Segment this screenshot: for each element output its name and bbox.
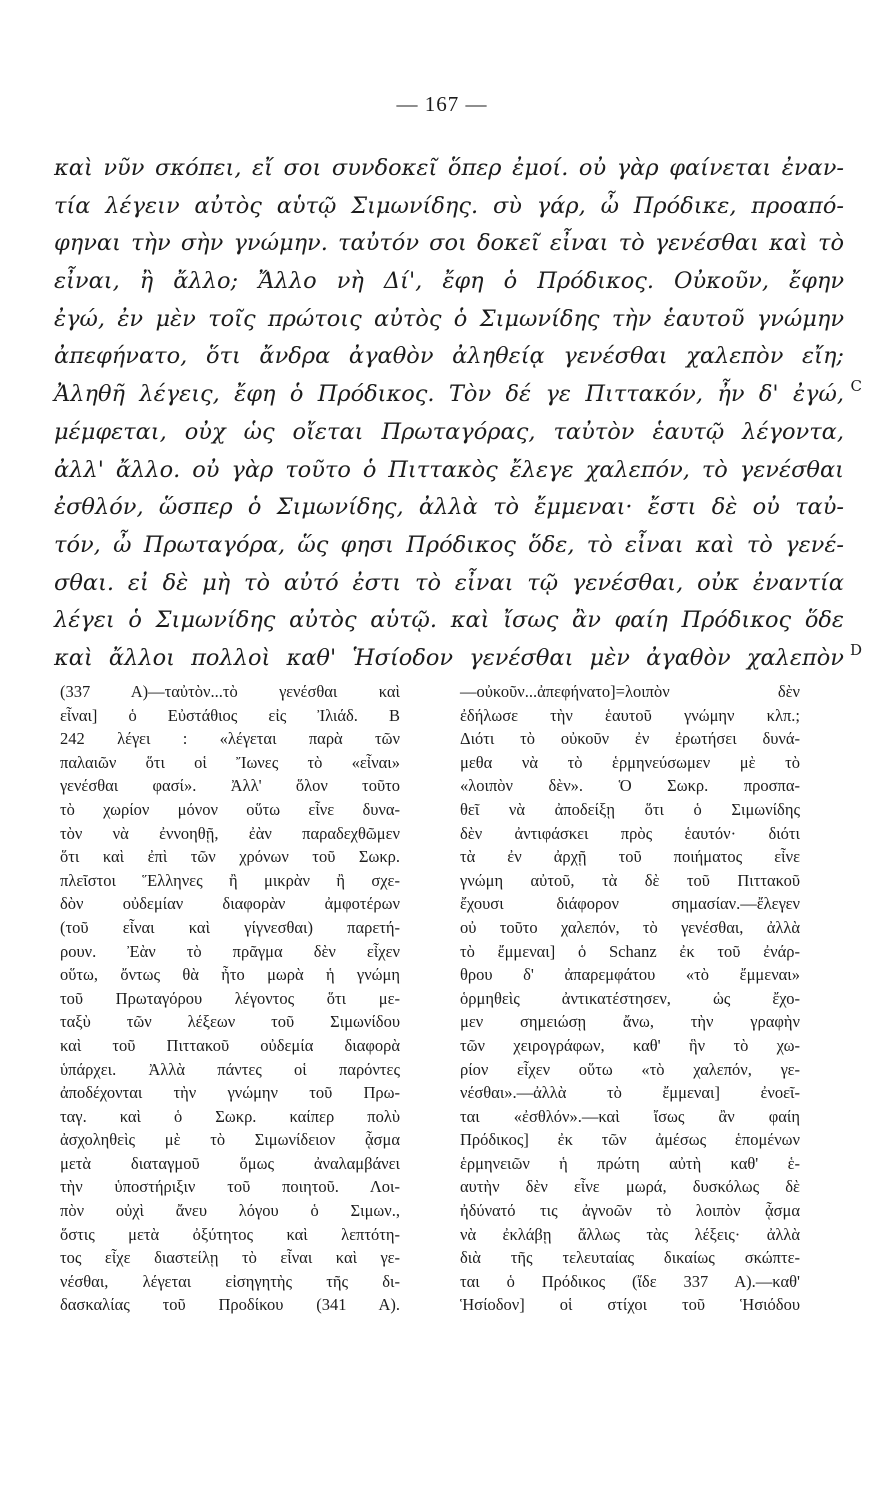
note-line: ἑρμηνειῶν ἡ πρώτη αὐτὴ καθ' ἑ-: [460, 1153, 800, 1173]
note-line: τὰ ἐν ἀρχῇ τοῦ ποιήματος εἶνε: [460, 847, 800, 867]
note-line: τος εἶχε διαστείλῃ τὸ εἶναι καὶ γε-: [60, 1248, 400, 1268]
main-text-line: [54, 640, 862, 678]
notes-right-column: [460, 680, 800, 1317]
note-line: νέσθαι, λέγεται εἰσηγητὴς τῆς δι-: [60, 1271, 400, 1291]
main-text-line: [54, 527, 844, 565]
main-text-line: [54, 602, 844, 640]
note-line: καὶ τοῦ Πιττακοῦ οὐδεμία διαφορὰ: [60, 1035, 400, 1055]
main-text-line: [54, 376, 862, 414]
main-text-line-content: μέμφεται, οὐχ ὡς οἴεται Πρωταγόρας, ταὐτὸν ἑαυτῷ λέγοντα,: [54, 418, 844, 445]
note-line: γενέσθαι φασί». Ἀλλ' ὅλον τοῦτο: [60, 776, 400, 796]
main-text-line-content: ἀπεφήνατο, ὅτι ἄνδρα ἀγαθὸν ἀληθείᾳ γενέσθαι χαλεπὸν εἴη;: [54, 343, 844, 370]
main-text-line-content: καὶ νῦν σκόπει, εἴ σοι συνδοκεῖ ὅπερ ἐμοί. οὐ γὰρ φαίνεται ἐναν-: [54, 155, 844, 181]
main-text-line-content: σθαι. εἰ δὲ μὴ τὸ αὐτό ἐστι τὸ εἶναι τῷ γενέσθαι, οὐκ ἐναντία: [54, 569, 844, 596]
main-text-line: [54, 489, 844, 527]
note-line: θεῖ νὰ ἀποδείξῃ ὅτι ὁ Σιμωνίδης: [460, 799, 800, 819]
note-line: πὸν οὐχὶ ἄνευ λόγου ὁ Σιμων.,: [60, 1201, 400, 1221]
main-text-line-content: ἐσθλόν, ὥσπερ ὁ Σιμωνίδης, ἀλλὰ τὸ ἔμμεναι· ἔστι δὲ οὐ ταὐ-: [54, 494, 844, 521]
note-line: ται «ἐσθλόν».—καὶ ἴσως ἂν φαίη: [460, 1106, 800, 1126]
main-text-line-content: τόν, ὦ Πρωταγόρα, ὥς φησι Πρόδικος ὅδε, τὸ εἶναι καὶ τὸ γενέ-: [54, 531, 844, 558]
stephanus-margin-letter: C: [850, 377, 862, 396]
note-line: δασκαλίας τοῦ Προδίκου (341 Α).: [60, 1295, 400, 1315]
note-line: ἐδήλωσε τὴν ἑαυτοῦ γνώμην κλπ.;: [460, 705, 800, 725]
page-number: — 167 —: [396, 92, 488, 116]
note-line: δὲν ἀντιφάσκει πρὸς ἑαυτόν· διότι: [460, 823, 800, 843]
note-line: νέσθαι».—ἀλλὰ τὸ ἔμμεναι] ἐνοεῖ-: [460, 1083, 800, 1103]
note-line: 242 λέγει : «λέγεται παρὰ τῶν: [60, 729, 400, 749]
note-line: τὸν νὰ ἐννοηθῇ, ἐὰν παραδεχθῶμεν: [60, 823, 400, 843]
note-line: οὐ τοῦτο χαλεπόν, τὸ γενέσθαι, ἀλλὰ: [460, 917, 800, 937]
note-line: δὸν οὐδεμίαν διαφορὰν ἀμφοτέρων: [60, 894, 400, 914]
note-line: ται ὁ Πρόδικος (ἴδε 337 Α).—καθ': [460, 1271, 800, 1291]
main-text-line: [54, 263, 844, 301]
note-line: ἠδύνατό τις ἀγνοῶν τὸ λοιπὸν ᾆσμα: [460, 1201, 800, 1221]
note-line: νὰ ἐκλάβῃ ἄλλως τὰς λέξεις· ἀλλὰ: [460, 1224, 800, 1244]
note-line: ρουν. Ἐὰν τὸ πρᾶγμα δὲν εἶχεν: [60, 941, 400, 961]
note-line: ὅτι καὶ ἐπὶ τῶν χρόνων τοῦ Σωκρ.: [60, 847, 400, 867]
note-line: ἀποδέχονται τὴν γνώμην τοῦ Πρω-: [60, 1083, 400, 1103]
note-line: Ἡσίοδον] οἱ στίχοι τοῦ Ἡσιόδου: [460, 1295, 800, 1315]
note-line: (337 Α)—ταὐτὸν...τὸ γενέσθαι καὶ: [60, 682, 400, 701]
main-text-line: [54, 338, 844, 376]
note-line: διὰ τῆς τελευταίας δικαίως σκώπτε-: [460, 1248, 800, 1268]
main-text-line: [54, 452, 844, 490]
note-line: οὕτω, ὄντως θὰ ἦτο μωρὰ ἡ γνώμη: [60, 965, 400, 985]
main-text-line-content: φηναι τὴν σὴν γνώμην. ταὐτόν σοι δοκεῖ εἶναι τὸ γενέσθαι καὶ τὸ: [54, 230, 844, 257]
note-line: ταγ. καὶ ὁ Σωκρ. καίπερ πολὺ: [60, 1106, 400, 1126]
note-line: —οὐκοῦν...ἀπεφήνατο]=λοιπὸν δὲν: [460, 682, 800, 701]
main-text-line-content: ἐγώ, ἐν μὲν τοῖς πρώτοις αὐτὸς ὁ Σιμωνίδης τὴν ἑαυτοῦ γνώμην: [54, 305, 844, 332]
main-text-line-content: καὶ ἄλλοι πολλοὶ καθ' Ἡσίοδον γενέσθαι μὲν ἀγαθὸν χαλεπὸν: [54, 644, 844, 671]
main-text-line-content: τία λέγειν αὐτὸς αὑτῷ Σιμωνίδης. σὺ γάρ, ὦ Πρόδικε, προαπό-: [54, 192, 844, 219]
note-line: (τοῦ εἶναι καὶ γίγνεσθαι) παρετή-: [60, 917, 400, 937]
main-text-line: [54, 188, 844, 226]
note-line: μεθα νὰ τὸ ἑρμηνεύσωμεν μὲ τὸ: [460, 752, 800, 772]
note-line: θρου δ' ἀπαρεμφάτου «τὸ ἔμμεναι»: [460, 965, 800, 985]
note-line: πλεῖστοι Ἕλληνες ἢ μικρὰν ἢ σχε-: [60, 870, 400, 890]
note-line: τὸ ἔμμεναι] ὁ Schanz ἐκ τοῦ ἐνάρ-: [460, 941, 800, 961]
stephanus-margin-letter: D: [849, 640, 862, 659]
footnotes: [60, 680, 800, 1317]
note-line: μεν σημειώσῃ ἄνω, τὴν γραφὴν: [460, 1012, 800, 1032]
main-text-line-content: ἀλλ' ἄλλο. οὐ γὰρ τοῦτο ὁ Πιττακὸς ἔλεγε χαλεπόν, τὸ γενέσθαι: [54, 456, 844, 483]
note-line: ταξὺ τῶν λέξεων τοῦ Σιμωνίδου: [60, 1012, 400, 1032]
note-line: «λοιπὸν δὲν». Ὁ Σωκρ. προσπα-: [460, 776, 800, 796]
note-line: Πρόδικος] ἐκ τῶν ἀμέσως ἑπομένων: [460, 1130, 800, 1150]
main-text-line: [54, 414, 844, 452]
notes-left-column: [60, 680, 400, 1317]
main-text-line-content: Ἀληθῆ λέγεις, ἔφη ὁ Πρόδικος. Τὸν δέ γε Πιττακόν, ἦν δ' ἐγώ,: [54, 381, 844, 408]
note-line: εἶναι] ὁ Εὐστάθιος εἰς Ἰλιάδ. Β: [60, 705, 400, 725]
note-line: ρίον εἶχεν οὕτω «τὸ χαλεπόν, γε-: [460, 1059, 800, 1079]
note-line: τῶν χειρογράφων, καθ' ἣν τὸ χω-: [460, 1035, 800, 1055]
note-line: τοῦ Πρωταγόρου λέγοντος ὅτι με-: [60, 988, 400, 1008]
main-text: [54, 150, 862, 678]
note-line: τὴν ὑποστήριξιν τοῦ ποιητοῦ. Λοι-: [60, 1177, 400, 1197]
main-text-line-content: εἶναι, ἢ ἄλλο; Ἄλλο νὴ Δί', ἔφη ὁ Πρόδικος. Οὐκοῦν, ἔφην: [54, 268, 844, 295]
note-line: ὁρμηθεὶς ἀντικατέστησεν, ὡς ἔχο-: [460, 988, 800, 1008]
note-line: τὸ χωρίον μόνον οὕτω εἶνε δυνα-: [60, 799, 400, 819]
note-line: μετὰ διαταγμοῦ ὅμως ἀναλαμβάνει: [60, 1153, 400, 1173]
main-text-line: [54, 565, 844, 603]
note-line: Διότι τὸ οὐκοῦν ἐν ἐρωτήσει δυνά-: [460, 729, 800, 749]
main-text-line: [54, 225, 844, 263]
note-line: ὅστις μετὰ ὀξύτητος καὶ λεπτότη-: [60, 1224, 400, 1244]
note-line: γνώμη αὐτοῦ, τὰ δὲ τοῦ Πιττακοῦ: [460, 870, 800, 890]
note-line: ἀσχοληθεὶς μὲ τὸ Σιμωνίδειον ᾆσμα: [60, 1130, 400, 1150]
note-line: παλαιῶν ὅτι οἱ Ἴωνες τὸ «εἶναι»: [60, 752, 400, 772]
main-text-line-content: λέγει ὁ Σιμωνίδης αὐτὸς αὑτῷ. καὶ ἴσως ἂν φαίη Πρόδικος ὅδε: [54, 607, 844, 634]
note-line: ὑπάρχει. Ἀλλὰ πάντες οἱ παρόντες: [60, 1059, 400, 1079]
main-text-line: [54, 150, 844, 188]
main-text-line: [54, 301, 844, 339]
note-line: αυτὴν δὲν εἶνε μωρά, δυσκόλως δὲ: [460, 1177, 800, 1197]
note-line: ἔχουσι διάφορον σημασίαν.—ἔλεγεν: [460, 894, 800, 914]
